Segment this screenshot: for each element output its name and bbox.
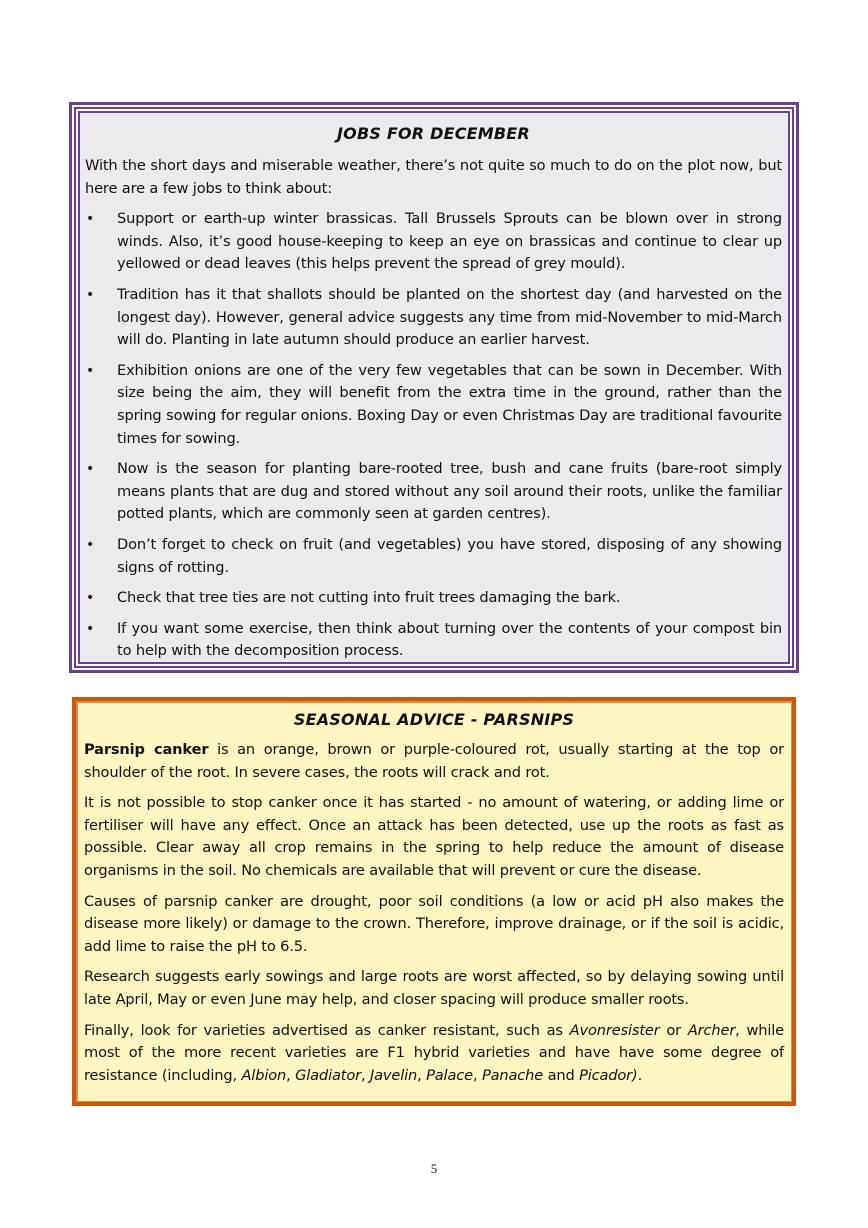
jobs-list-item xyxy=(85,587,782,610)
jobs-item-text: Don’t forget to check on fruit (and vegetables) you have stored, disposing of any showing signs of rotting. xyxy=(117,535,782,576)
variety-albion: Albion xyxy=(241,1066,287,1084)
variety-javelin: Javelin xyxy=(369,1066,418,1084)
text-run: and xyxy=(543,1066,580,1084)
jobs-list xyxy=(85,208,782,663)
bullet-icon: • xyxy=(86,286,95,303)
jobs-list-item xyxy=(85,618,782,663)
variety-picador: Picador) xyxy=(579,1066,638,1084)
jobs-list-item xyxy=(85,208,782,276)
jobs-for-december-box xyxy=(69,102,799,673)
parsnips-paragraph-varieties xyxy=(84,1020,784,1088)
parsnips-paragraph-causes: Causes of parsnip canker are drought, poor soil conditions (a low or acid pH also makes the disease more likely) or damage to the crown. Therefore, improve drainage, or if the soil is acidic, add lime to raise the pH to 6.5. xyxy=(84,892,784,955)
bullet-icon: • xyxy=(86,620,95,637)
parsnips-paragraph-canker xyxy=(84,739,784,784)
variety-palace: Palace xyxy=(426,1066,473,1084)
jobs-list-item xyxy=(85,284,782,352)
text-run: , xyxy=(472,1066,482,1084)
text-run: or xyxy=(659,1021,688,1039)
jobs-intro: With the short days and miserable weather, there’s not quite so much to do on the plot now, but here are a few jobs to think about: xyxy=(85,157,782,197)
text-run: . xyxy=(637,1066,643,1084)
jobs-box-inner-frame xyxy=(74,107,794,668)
bullet-icon: • xyxy=(86,461,95,478)
parsnips-p1-text: is an orange, brown or purple-coloured rot, usually starting at the top or shoulder of the root. In severe cases, the roots will crack and rot. xyxy=(84,741,784,781)
page-number: 5 xyxy=(430,1161,438,1176)
seasonal-advice-parsnips-box xyxy=(72,697,796,1106)
variety-archer: Archer xyxy=(687,1021,736,1039)
variety-avonresister: Avonresister xyxy=(569,1021,660,1039)
variety-gladiator: Gladiator xyxy=(295,1066,361,1084)
jobs-box-content xyxy=(78,111,790,664)
jobs-item-text: Now is the season for planting bare-rooted tree, bush and cane fruits (bare-root simply means plants that are dug and stored without any soil around their roots, unlike the familiar potted plants, which are commonly seen at garden centres). xyxy=(117,460,782,523)
jobs-list-item xyxy=(85,534,782,579)
jobs-item-text: Tradition has it that shallots should be planted on the shortest day (and harvested on the longest day). However, general advice suggests any time from mid-November to mid-March will do. Planting in late autumn should produce an earlier harvest. xyxy=(117,285,782,349)
text-run: , xyxy=(360,1066,370,1084)
text-run: , xyxy=(286,1066,296,1084)
variety-panache: Panache xyxy=(481,1066,544,1084)
parsnips-paragraph-research: Research suggests early sowings and large roots are worst affected, so by delaying sowing until late April, May or even June may help, and closer spacing will produce smaller roots. xyxy=(84,968,784,1008)
text-run: , while most of the more recent varieties are F1 hybrid varieties and have have some degree of resistance (including, xyxy=(84,1021,784,1084)
jobs-item-text: Support or earth-up winter brassicas. Tall Brussels Sprouts can be blown over in strong winds. Also, it’s good house-keeping to keep an eye on brassicas and continue to clear up yellowed or dead leaves (this helps prevent the spread of grey mould). xyxy=(117,210,782,273)
jobs-list-item xyxy=(85,360,782,450)
jobs-list-item xyxy=(85,458,782,526)
bullet-icon: • xyxy=(86,362,95,379)
jobs-item-text: Check that tree ties are not cutting into fruit trees damaging the bark. xyxy=(117,589,621,607)
bullet-icon: • xyxy=(86,590,95,607)
jobs-item-text: Exhibition onions are one of the very few vegetables that can be sown in December. With size being the aim, they will benefit from the extra time in the ground, rather than the spring sowing for regular onions. Boxing Day or even Christmas Day are traditional favourite times for sowing. xyxy=(117,361,782,447)
parsnip-canker-term: Parsnip canker xyxy=(84,741,209,758)
parsnips-paragraph-treatment: It is not possible to stop canker once it has started - no amount of watering, or adding lime or fertiliser will have any effect. Once an attack has been detected, use up the roots as fast as possible. Clear away all crop remains in the spring to help reduce the amount of disease organisms in the soil. No chemicals are available that will prevent or cure the disease. xyxy=(84,794,784,879)
bullet-icon: • xyxy=(86,211,95,228)
bullet-icon: • xyxy=(86,536,95,553)
parsnips-title: SEASONAL ADVICE - PARSNIPS xyxy=(293,710,575,729)
jobs-item-text: If you want some exercise, then think about turning over the contents of your compost bin to help with the decomposition process. xyxy=(117,619,782,660)
text-run: Finally, look for varieties advertised as canker resistant, such as xyxy=(84,1021,570,1039)
jobs-title: JOBS FOR DECEMBER xyxy=(337,124,530,143)
text-run: , xyxy=(417,1066,427,1084)
